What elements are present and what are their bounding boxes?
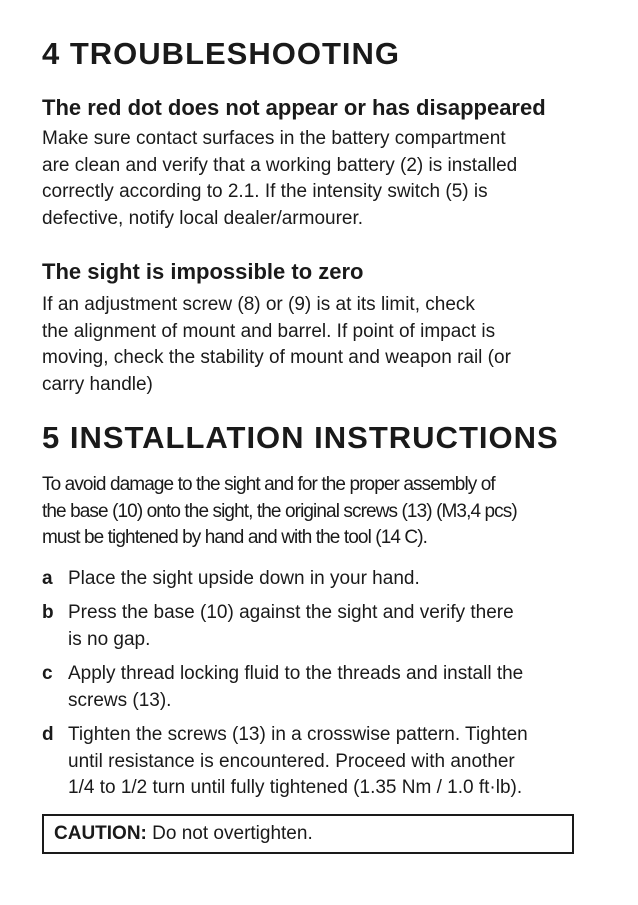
text-line: until resistance is encountered. Proceed with another <box>68 750 515 772</box>
section-title-installation: 5 INSTALLATION INSTRUCTIONS <box>42 420 559 455</box>
step-item-c <box>42 661 598 714</box>
text-line: Apply thread locking fluid to the threads and install the <box>68 663 524 684</box>
paragraph-zero <box>42 292 598 398</box>
text-line: defective, notify local dealer/armourer. <box>42 207 364 229</box>
caution-text: Do not overtighten. <box>152 822 313 844</box>
step-list <box>42 566 598 802</box>
section-title-troubleshooting: 4 TROUBLESHOOTING <box>42 36 401 71</box>
step-letter: b <box>42 602 54 623</box>
text-line: If an adjustment screw (8) or (9) is at its limit, check <box>42 294 475 315</box>
text-line: the alignment of mount and barrel. If point of impact is <box>42 320 496 342</box>
step-text <box>68 661 598 714</box>
text-line: screws (13). <box>68 689 172 711</box>
paragraph-red-dot <box>42 126 598 232</box>
text-line: correctly according to 2.1. If the intensity switch (5) is <box>42 181 488 202</box>
text-line: carry handle) <box>42 373 153 395</box>
subsection-heading-red-dot: The red dot does not appear or has disappeared <box>42 95 546 120</box>
text-line: is no gap. <box>68 628 151 650</box>
text-line: 1/4 to 1/2 turn until fully tightened (1.35 Nm / 1.0 ft·lb). <box>68 777 523 798</box>
text-line: To avoid damage to the sight and for the proper assembly of <box>42 474 495 495</box>
caution-box <box>42 814 574 854</box>
step-text <box>68 600 598 653</box>
manual-page <box>42 36 598 854</box>
text-line: must be tightened by hand and with the tool (14 C). <box>42 527 428 548</box>
subsection-heading-zero: The sight is impossible to zero <box>42 259 364 284</box>
text-line: Place the sight upside down in your hand. <box>68 567 420 589</box>
text-line: Make sure contact surfaces in the battery compartment <box>42 128 506 149</box>
paragraph-installation-intro <box>42 472 598 552</box>
step-item-b <box>42 600 598 653</box>
step-letter: d <box>42 724 54 745</box>
text-line: Press the base (10) against the sight and verify there <box>68 602 514 623</box>
text-line: moving, check the stability of mount and weapon rail (or <box>42 347 511 368</box>
step-text <box>68 722 598 802</box>
text-line: Tighten the screws (13) in a crosswise pattern. Tighten <box>68 724 528 745</box>
step-item-a <box>42 566 598 593</box>
step-item-d <box>42 722 598 802</box>
step-letter: a <box>42 567 53 589</box>
text-line: the base (10) onto the sight, the original screws (13) (M3,4 pcs) <box>42 500 517 522</box>
step-text <box>68 566 598 593</box>
text-line: are clean and verify that a working battery (2) is installed <box>42 154 518 176</box>
caution-label: CAUTION: <box>54 822 147 844</box>
step-letter: c <box>42 663 53 684</box>
